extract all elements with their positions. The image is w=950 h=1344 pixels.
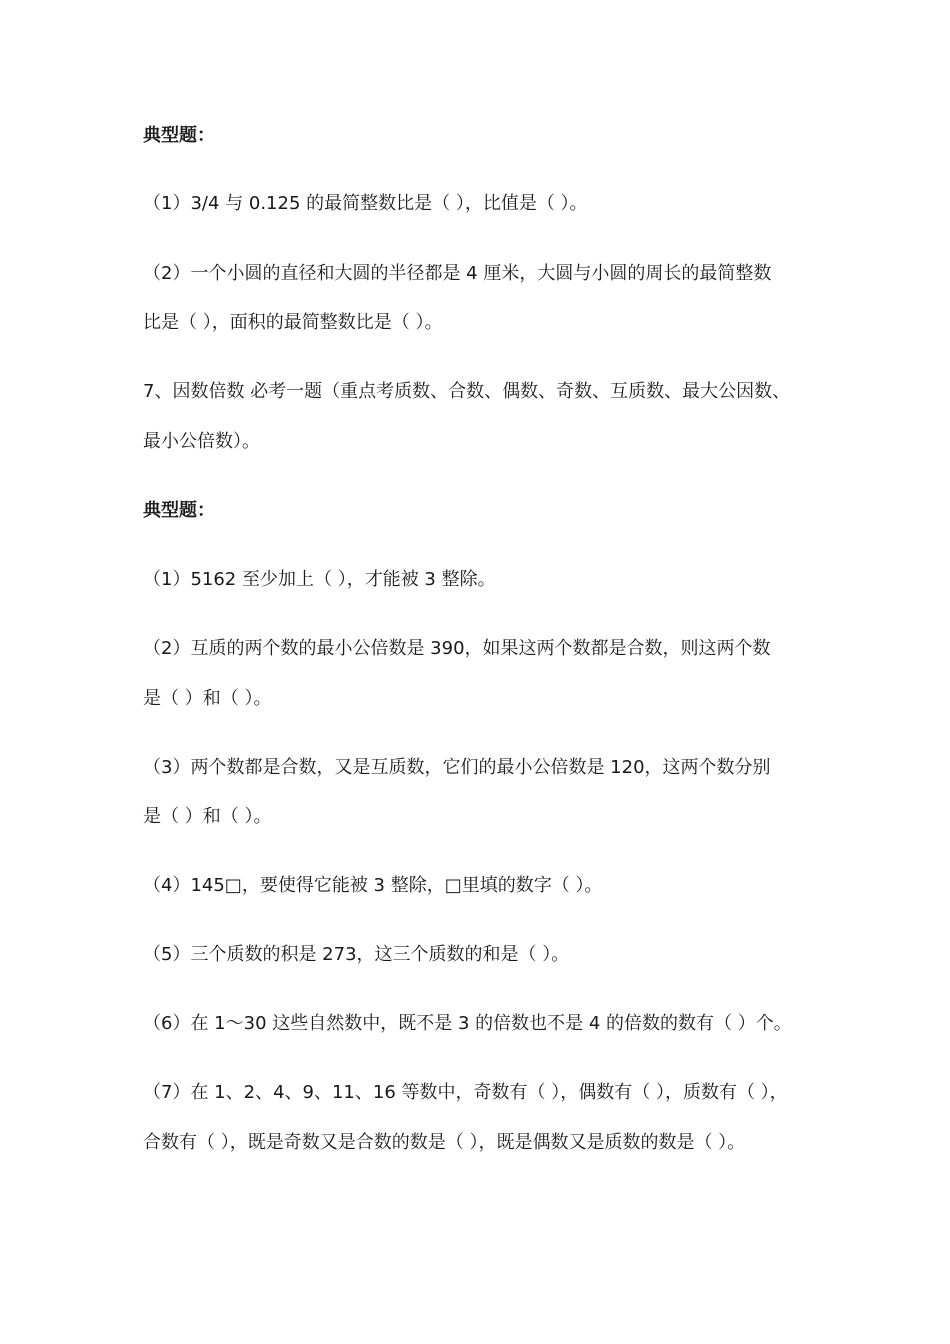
section-heading: 典型题： — [143, 125, 215, 146]
question-2-line-1: （2）互质的两个数的最小公倍数是 390，如果这两个数都是合数，则这两个数 — [143, 638, 771, 659]
question-5: （5）三个质数的积是 273，这三个质数的和是（ ）。 — [143, 944, 570, 965]
question-2-line-2: 是（ ）和（ ）。 — [143, 688, 272, 709]
question-1: （1）5162 至少加上（ ），才能被 3 整除。 — [143, 569, 496, 590]
question-3-line-1: （3）两个数都是合数，又是互质数，它们的最小公倍数是 120，这两个数分别 — [143, 757, 771, 778]
question-7-line-1: （7）在 1、2、4、9、11、16 等数中，奇数有（ ），偶数有（ ），质数有（ ）， — [143, 1082, 788, 1103]
item-7-line-2: 最小公倍数）。 — [143, 431, 260, 452]
question-4: （4）145□，要使得它能被 3 整除，□里填的数字（ ）。 — [143, 875, 603, 896]
question-1: （1）3/4 与 0.125 的最简整数比是（ ），比值是（ ）。 — [143, 193, 588, 214]
section-heading: 典型题： — [143, 500, 215, 521]
question-2-line-2: 比是（ ），面积的最简整数比是（ ）。 — [143, 312, 443, 333]
item-7-line-1: 7、因数倍数 必考一题（重点考质数、合数、偶数、奇数、互质数、最大公因数、 — [143, 381, 791, 402]
question-6: （6）在 1～30 这些自然数中，既不是 3 的倍数也不是 4 的倍数的数有（ ）个。 — [143, 1013, 792, 1034]
question-7-line-2: 合数有（ ），既是奇数又是合数的数是（ ），既是偶数又是质数的数是（ ）。 — [143, 1132, 746, 1153]
question-2-line-1: （2）一个小圆的直径和大圆的半径都是 4 厘米，大圆与小圆的周长的最简整数 — [143, 263, 772, 284]
question-3-line-2: 是（ ）和（ ）。 — [143, 806, 272, 827]
